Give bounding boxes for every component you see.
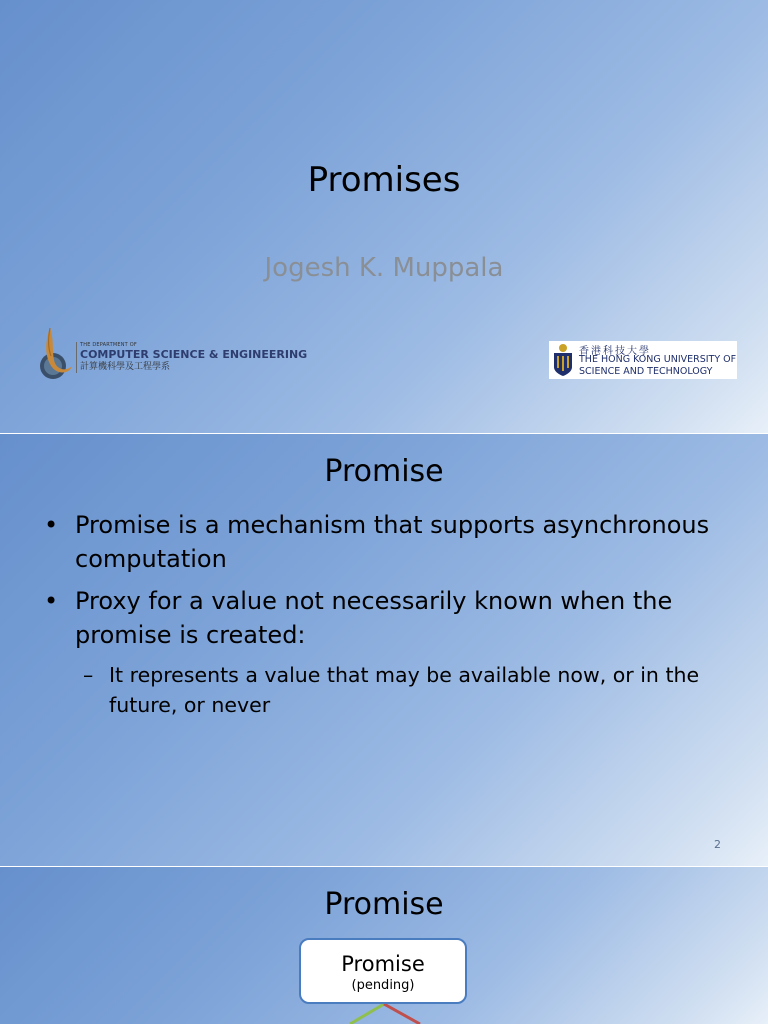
hkust-logo-chinese: 香港科技大學 <box>579 346 651 357</box>
sub-bullet-text: It represents a value that may be available now, or in the future, or never <box>109 663 700 717</box>
hkust-emblem-icon <box>552 343 574 377</box>
bullet-item <box>44 508 744 576</box>
cse-logo-main-line: COMPUTER SCIENCE & ENGINEERING <box>80 348 308 361</box>
presentation-title: Promises <box>307 160 461 200</box>
rejected-connector <box>384 1004 420 1024</box>
sub-bullet-item <box>44 660 744 720</box>
bullet-text: Promise is a mechanism that supports asynchronous computation <box>75 511 710 573</box>
slide-title: Promise <box>324 887 444 922</box>
diagram-connectors <box>340 1004 430 1024</box>
slide-number: 2 <box>714 838 721 851</box>
promise-box-label: Promise <box>341 952 425 976</box>
cse-logo-small-line: THE DEPARTMENT OF <box>80 342 137 348</box>
bullet-list <box>44 508 744 720</box>
cse-logo-chinese-line: 計算機科學及工程學系 <box>80 362 171 372</box>
bullet-marker: • <box>44 511 59 539</box>
promise-state-box <box>299 938 467 1004</box>
promise-diagram-slide <box>0 867 768 1024</box>
bullet-marker: • <box>44 587 59 615</box>
hkust-logo-english-line2: SCIENCE AND TECHNOLOGY <box>579 366 713 377</box>
hkust-logo <box>549 341 737 379</box>
cse-department-logo <box>36 326 308 382</box>
title-slide <box>0 0 768 433</box>
bullet-text: Proxy for a value not necessarily known when the promise is created: <box>75 587 673 649</box>
slide-title: Promise <box>324 454 444 489</box>
sub-bullet-marker: – <box>83 663 94 687</box>
author-name: Jogesh K. Muppala <box>264 253 504 283</box>
cse-emblem-icon <box>36 326 76 382</box>
fulfilled-connector <box>350 1004 384 1024</box>
promise-definition-slide <box>0 434 768 866</box>
cse-logo-text <box>76 342 307 373</box>
promise-box-state: (pending) <box>351 978 415 993</box>
hkust-logo-english-line1: THE HONG KONG UNIVERSITY OF <box>579 354 737 365</box>
bullet-item <box>44 584 744 652</box>
